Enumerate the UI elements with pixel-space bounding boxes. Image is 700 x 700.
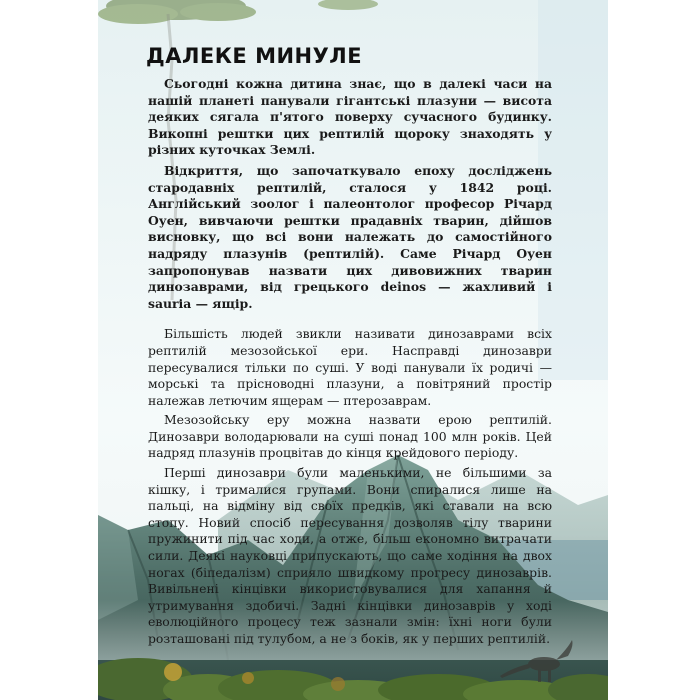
intro-paragraph: Відкриття, що започаткувало епоху досліджень стародавніх рептилій, сталося у 1842 році. Англійський зоолог і палеонтолог професор Річард Оуен, вивчаючи рештки прадавніх тварин, дійшов висновку, що всі вони належать до самостійного надряду плазунів (рептилій). Саме Річард Оуен запропонував назвати цих дивовижних тварин динозаврами, від грецького deinos — жахливий і saurіа — ящір. <box>148 162 552 311</box>
body-paragraph: Мезозойську еру можна назвати ерою рептилій. Динозаври володарювали на суші понад 100 млн років. Цей надряд плазунів процвітав до кінця крейдового періоду. <box>148 412 552 461</box>
body-paragraph: Більшість людей звикли називати динозаврами всіх рептилій мезозойської ери. Насправді динозаври пересувалися тільки по суші. У воді панували їх родичі — морські та прісноводні плазуни, а повітряний простір належав летючим ящерам — птерозаврам. <box>148 326 552 408</box>
body-paragraph: Перші динозаври були маленькими, не більшими за кішку, і трималися групами. Вони спиралися лише на пальці, на відміну від своїх предків, які ставали на всю стопу. Новий спосіб пересування дозволяв тілу тварини пружинити під час ходи, а отже, більш економно витрачати сили. Деякі науковці припускають, що саме ходіння на двох ногах (біпедалізм) сприяло швидкому прогресу динозаврів. Вивільнені кінцівки використовувалися для хапання й утримування здобичі. Задні кінцівки динозаврів у ході еволюційного процесу теж зазнали змін: їхні ноги були розташовані під тулубом, а не з боків, як у перших рептилій. <box>148 465 552 646</box>
article-body <box>148 326 552 647</box>
article-title: ДАЛЕКЕ МИНУЛЕ <box>146 44 363 68</box>
article-intro <box>148 76 552 312</box>
article <box>148 44 552 651</box>
intro-paragraph: Сьогодні кожна дитина знає, що в далекі часи на нашій планеті панували гігантські плазуни — висота деяких сягала п'ятого поверху сучасного будинку. Викопні рештки цих рептилій щороку знаходять у різних куточках Землі. <box>148 76 552 158</box>
